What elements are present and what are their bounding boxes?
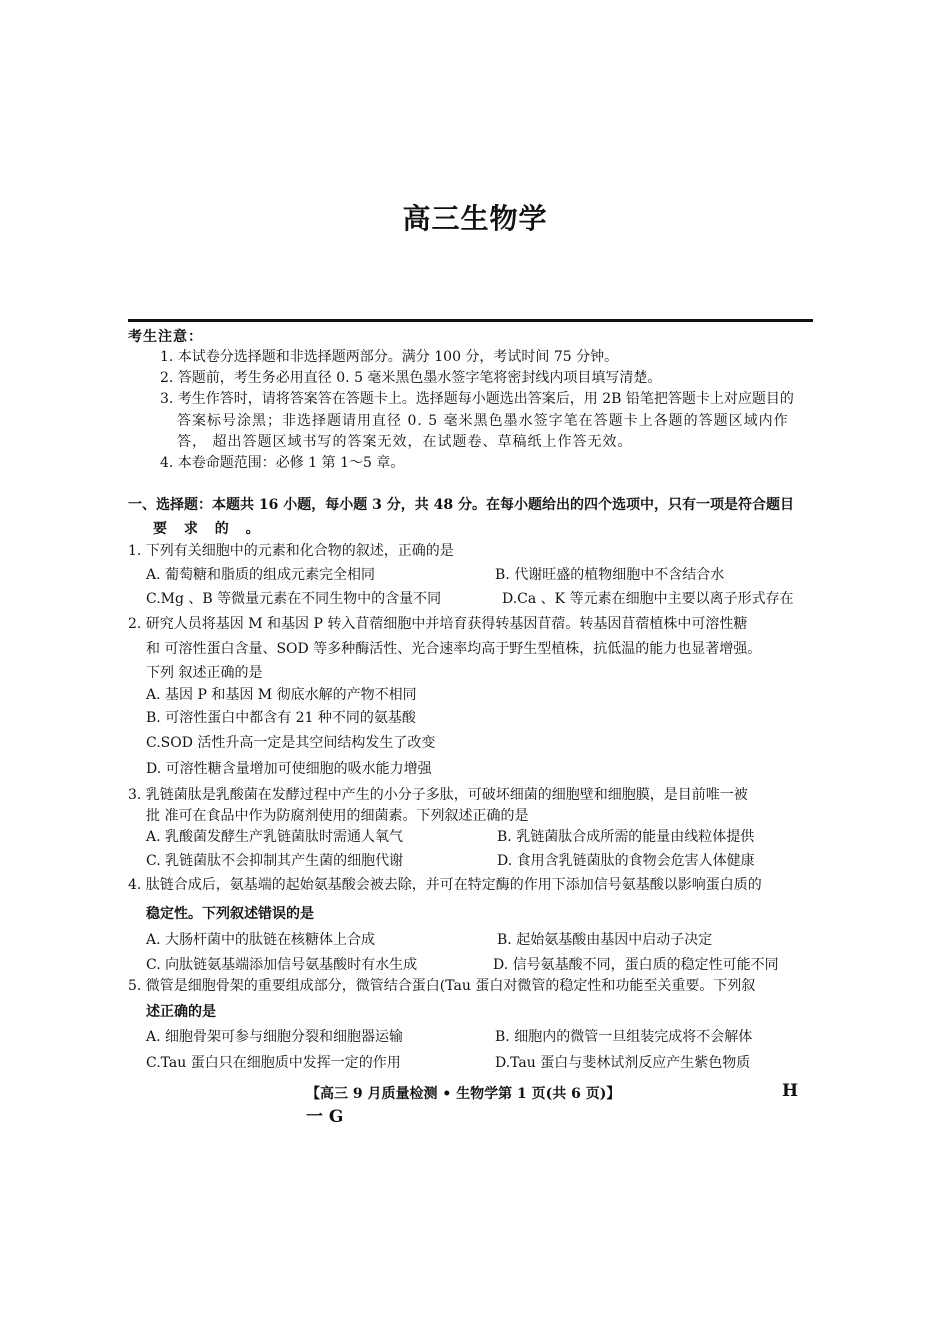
question-2-option-c: C.SOD 活性升高一定是其空间结构发生了改变	[146, 735, 436, 751]
notice-item: 4. 本卷命题范围：必修 1 第 1～5 章。	[160, 455, 405, 471]
question-5-stem: 5. 微管是细胞骨架的重要组成部分，微管结合蛋白(Tau 蛋白对微管的稳定性和功能至关重要。下列叙	[128, 978, 756, 994]
page-title: 高三生物学	[402, 202, 548, 235]
question-3-stem-cont: 批 准可在食品中作为防腐剂使用的细菌素。下列叙述正确的是	[146, 808, 529, 824]
question-1-option-c: C.Mg 、B 等微量元素在不同生物中的含量不同	[146, 591, 442, 607]
question-4-option-c: C. 向肽链氨基端添加信号氨基酸时有水生成	[146, 957, 418, 973]
question-3-stem: 3. 乳链菌肽是乳酸菌在发酵过程中产生的小分子多肽，可破坏细菌的细胞壁和细胞膜，是目前唯一被	[128, 787, 748, 803]
notice-heading: 考生注意：	[128, 329, 203, 345]
notice-item: 答， 超出答题区域书写的答案无效，在试题卷、草稿纸上作答无效。	[177, 434, 633, 450]
question-2-stem-cont: 和 可溶性蛋白含量、SOD 等多种酶活性、光合速率均高于野生型植株，抗低温的能力也显著增强。	[146, 641, 762, 657]
exam-code-h: H	[782, 1081, 799, 1101]
question-4-stem-cont: 稳定性。下列叙述错误的是	[146, 906, 314, 922]
question-1-stem: 1. 下列有关细胞中的元素和化合物的叙述，正确的是	[128, 543, 454, 559]
question-3-option-b: B. 乳链菌肽合成所需的能量由线粒体提供	[497, 829, 755, 845]
question-3-option-a: A. 乳酸菌发酵生产乳链菌肽时需通人氧气	[146, 829, 404, 845]
question-3-option-d: D. 食用含乳链菌肽的食物会危害人体健康	[497, 853, 755, 869]
question-2-stem-cont: 下列 叙述正确的是	[146, 665, 263, 681]
question-5-option-d: D.Tau 蛋白与斐林试剂反应产生紫色物质	[495, 1055, 751, 1071]
question-4-option-d: D. 信号氨基酸不同，蛋白质的稳定性可能不同	[493, 957, 779, 973]
exam-code-g: 一 G	[306, 1107, 344, 1127]
question-1-option-a: A. 葡萄糖和脂质的组成元素完全相同	[146, 567, 376, 583]
section-heading-cont: 要 求 的 。	[153, 521, 266, 537]
question-2-option-b: B. 可溶性蛋白中都含有 21 种不同的氨基酸	[146, 710, 416, 726]
notice-item: 3. 考生作答时，请将答案答在答题卡上。选择题每小题选出答案后，用 2B 铅笔把答题卡上对应题目的	[160, 391, 794, 407]
notice-item: 1. 本试卷分选择题和非选择题两部分。满分 100 分，考试时间 75 分钟。	[160, 349, 619, 365]
question-5-stem-cont: 述正确的是	[146, 1004, 216, 1020]
question-5-option-c: C.Tau 蛋白只在细胞质中发挥一定的作用	[146, 1055, 401, 1071]
question-5-option-a: A. 细胞骨架可参与细胞分裂和细胞器运输	[146, 1029, 404, 1045]
question-4-option-b: B. 起始氨基酸由基因中启动子决定	[497, 932, 713, 948]
question-2-option-d: D. 可溶性糖含量增加可使细胞的吸水能力增强	[146, 761, 432, 777]
notice-item: 答案标号涂黑；非选择题请用直径 0. 5 毫米黑色墨水签字笔在答题卡上各题的答题区域内作	[177, 413, 789, 429]
section-heading: 一、选择题：本题共 16 小题，每小题 3 分，共 48 分。在每小题给出的四个选项中，只有一项是符合题目	[128, 497, 794, 513]
question-4-option-a: A. 大肠杆菌中的肽链在核糖体上合成	[146, 932, 376, 948]
question-4-stem: 4. 肽链合成后，氨基端的起始氨基酸会被去除，并可在特定酶的作用下添加信号氨基酸以影响蛋白质的	[128, 877, 762, 893]
title-divider	[128, 319, 813, 322]
question-1-option-b: B. 代谢旺盛的植物细胞中不含结合水	[495, 567, 725, 583]
page-footer: 【高三 9 月质量检测 • 生物学第 1 页(共 6 页)】	[306, 1086, 621, 1102]
question-2-option-a: A. 基因 P 和基因 M 彻底水解的产物不相同	[146, 687, 417, 703]
notice-item: 2. 答题前，考生务必用直径 0. 5 毫米黑色墨水签字笔将密封线内项目填写清楚。	[160, 370, 662, 386]
question-2-stem: 2. 研究人员将基因 M 和基因 P 转入苜蓿细胞中并培育获得转基因苜蓿。转基因苜蓿植株中可溶性糖	[128, 616, 748, 632]
question-3-option-c: C. 乳链菌肽不会抑制其产生菌的细胞代谢	[146, 853, 404, 869]
question-5-option-b: B. 细胞内的微管一旦组装完成将不会解体	[495, 1029, 753, 1045]
question-1-option-d: D.Ca 、K 等元素在细胞中主要以离子形式存在	[502, 591, 794, 607]
